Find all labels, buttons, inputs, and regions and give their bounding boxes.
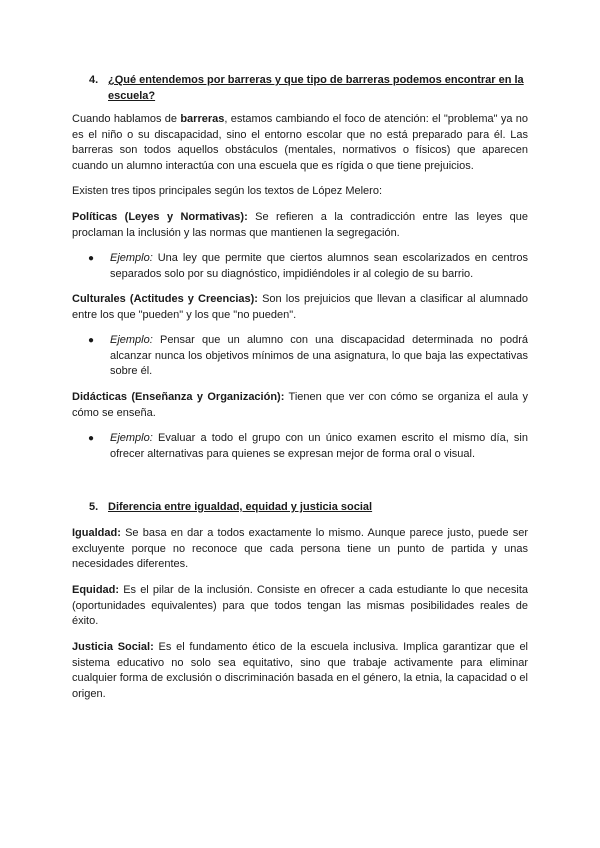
politicas-label: Políticas (Leyes y Normativas):	[72, 211, 248, 223]
culturales-example	[88, 333, 528, 380]
intro-bold-term: barreras	[180, 113, 225, 125]
section-4-heading	[89, 72, 529, 104]
intro-text-rest: , estamos cambiando el foco de atención: el "problema" ya no es el niño o su discapacidad, sino el entorno escolar que no está preparado para él. Las barreras son todos aquellos obstáculos (mentales, normativos o físicos) que aparecen cuando un alumno interactúa con una escuela que es rígida o que tiene prejuicios.	[72, 113, 528, 172]
didacticas-example-label: Ejemplo:	[110, 432, 153, 444]
didacticas-label: Didácticas (Enseñanza y Organización):	[72, 391, 285, 403]
section-5-title: Diferencia entre igualdad, equidad y justicia social	[108, 501, 373, 513]
didacticas-text: Tienen que ver con cómo se organiza el aula y cómo se enseña.	[72, 391, 528, 419]
intro-paragraph	[72, 112, 528, 174]
section-5-number: 5.	[89, 501, 99, 513]
igualdad-label: Igualdad:	[72, 527, 121, 539]
equidad-text: Es el pilar de la inclusión. Consiste en ofrecer a cada estudiante lo que necesita (oportunidades equivalentes) para que todos tengan las mismas posibilidades reales de éxito.	[72, 584, 528, 627]
didacticas-paragraph	[72, 390, 528, 421]
igualdad-paragraph	[72, 526, 528, 573]
justicia-paragraph	[72, 640, 528, 702]
culturales-example-label: Ejemplo:	[110, 334, 153, 346]
igualdad-text: Se basa en dar a todos exactamente lo mismo. Aunque parece justo, puede ser excluyente porque no reconoce que cada persona tiene un punto de partida y unas necesidades diferentes.	[72, 527, 528, 570]
politicas-example-label: Ejemplo:	[110, 252, 153, 264]
politicas-paragraph	[72, 210, 528, 241]
culturales-paragraph	[72, 292, 528, 323]
equidad-label: Equidad:	[72, 584, 120, 596]
didacticas-example	[88, 431, 528, 462]
bullet-icon: ●	[88, 335, 95, 346]
section-4-title: ¿Qué entendemos por barreras y que tipo de barreras podemos encontrar en la escuela?	[108, 74, 524, 102]
politicas-example-text: Una ley que permite que ciertos alumnos sean escolarizados en centros separados solo por su diagnóstico, impidiéndoles ir al colegio de su barrio.	[110, 252, 528, 280]
justicia-text: Es el fundamento ético de la escuela inclusiva. Implica garantizar que el sistema educativo no solo sea equitativo, sino que trabaje activamente para eliminar cualquier forma de exclusión o discriminación basada en el género, la etnia, la capacidad o el origen.	[72, 641, 529, 700]
culturales-example-text: Pensar que un alumno con una discapacidad determinada no podrá alcanzar nunca los objetivos mínimos de una asignatura, lo que baja las expectativas sobre él.	[110, 334, 528, 377]
didacticas-example-text: Evaluar a todo el grupo con un único examen escrito el mismo día, sin ofrecer alternativas para quienes se expresan mejor de forma oral o visual.	[110, 432, 528, 460]
culturales-label: Culturales (Actitudes y Creencias):	[72, 293, 258, 305]
politicas-text: Se refieren a la contradicción entre las leyes que proclaman la inclusión y las normas que mantienen la segregación.	[72, 211, 528, 239]
types-intro: Existen tres tipos principales según los textos de López Melero:	[72, 185, 382, 197]
culturales-text: Son los prejuicios que llevan a clasificar al alumnado entre los que "pueden" y los que "no pueden".	[72, 293, 528, 321]
bullet-icon: ●	[88, 433, 95, 444]
politicas-example	[88, 251, 528, 282]
justicia-label: Justicia Social:	[72, 641, 154, 653]
section-5-heading	[89, 499, 529, 515]
section-4-number: 4.	[89, 74, 99, 86]
equidad-paragraph	[72, 583, 528, 630]
bullet-icon: ●	[88, 253, 95, 264]
intro-text-start: Cuando hablamos de	[72, 113, 181, 125]
